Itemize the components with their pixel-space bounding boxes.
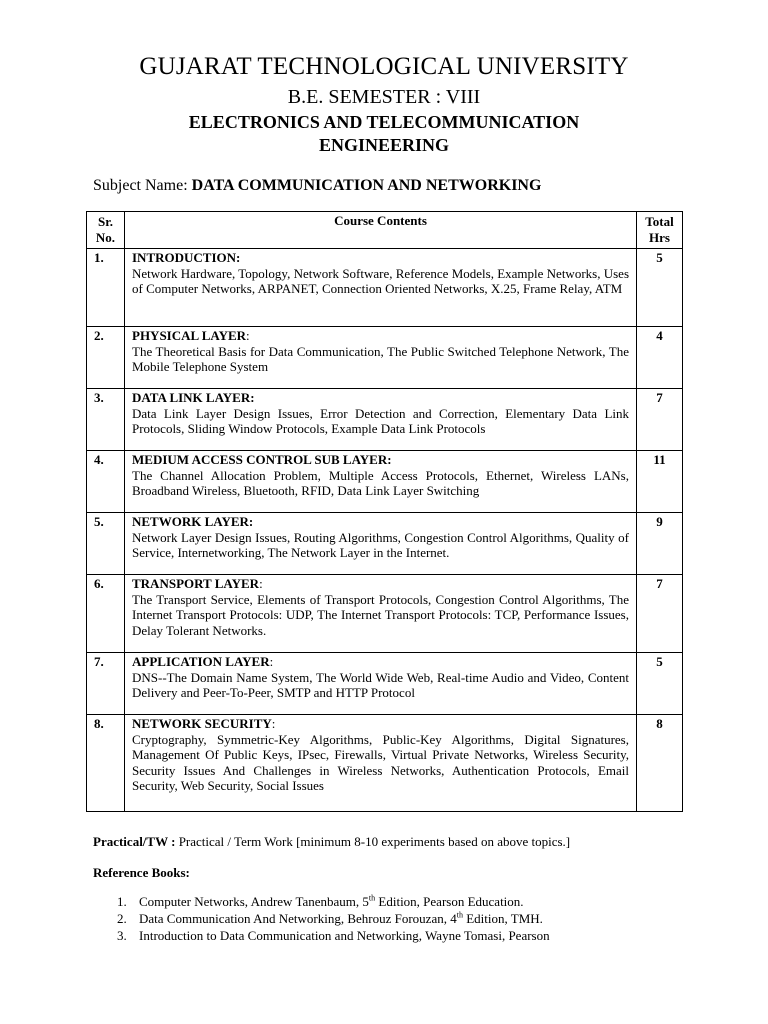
course-contents-table xyxy=(86,211,683,812)
semester-heading: B.E. SEMESTER : VIII xyxy=(287,86,481,108)
subject-name xyxy=(93,177,541,195)
university-title: GUJARAT TECHNOLOGICAL UNIVERSITY xyxy=(139,53,629,80)
reference-number: 3. xyxy=(117,928,127,943)
reference-text: Introduction to Data Communication and Networking, Wayne Tomasi, Pearson xyxy=(139,928,550,943)
table-row xyxy=(87,249,683,327)
row-details: The Theoretical Basis for Data Communication, The Public Switched Telephone Network, The Mobile Telephone System xyxy=(132,343,629,374)
row-topic-suffix: : xyxy=(259,576,263,591)
reference-item xyxy=(117,910,550,927)
table-header-row xyxy=(87,212,683,249)
practical-tw xyxy=(93,834,570,850)
row-topic: PHYSICAL LAYER xyxy=(132,328,247,343)
row-hours: 4 xyxy=(637,327,683,389)
row-details: DNS--The Domain Name System, The World Wide Web, Real-time Audio and Video, Content Delivery and Peer-To-Peer, SMTP and HTTP Protocol xyxy=(132,669,629,700)
row-topic: NETWORK SECURITY xyxy=(132,716,272,731)
reference-item xyxy=(117,893,550,910)
row-sr-no: 3. xyxy=(87,389,125,451)
row-topic-suffix: : xyxy=(269,654,274,669)
practical-text: Practical / Term Work [minimum 8-10 experiments based on above topics.] xyxy=(178,834,571,849)
reference-number: 1. xyxy=(117,894,127,909)
reference-text: Data Communication And Networking, Behrouz Forouzan, 4 xyxy=(139,911,457,926)
row-sr-no: 5. xyxy=(87,513,125,575)
row-sr-no: 4. xyxy=(87,451,125,513)
row-sr-no: 2. xyxy=(87,327,125,389)
header-sr-line2: No. xyxy=(95,230,116,245)
table-row xyxy=(87,575,683,653)
row-content xyxy=(125,327,637,389)
row-details: Data Link Layer Design Issues, Error Detection and Correction, Elementary Data Link Protocols, Sliding Window Protocols, Example Data Link Protocols xyxy=(132,405,629,436)
row-content xyxy=(125,575,637,653)
row-topic: APPLICATION LAYER xyxy=(132,654,270,669)
row-topic: TRANSPORT LAYER xyxy=(132,576,260,591)
header-total-hrs xyxy=(637,212,683,249)
row-content xyxy=(125,653,637,715)
row-details: Network Layer Design Issues, Routing Algorithms, Congestion Control Algorithms, Quality of Service, Internetworking, The Network Layer in the Internet. xyxy=(132,529,629,560)
table-row xyxy=(87,327,683,389)
row-details: Network Hardware, Topology, Network Software, Reference Models, Example Networks, Uses of Computer Networks, ARPANET, Connection Oriented Networks, X.25, Frame Relay, ATM xyxy=(132,265,629,296)
row-sr-no: 7. xyxy=(87,653,125,715)
row-hours: 5 xyxy=(637,653,683,715)
subject-label: Subject Name: xyxy=(93,177,192,194)
practical-label: Practical/TW : xyxy=(93,834,179,849)
row-hours: 5 xyxy=(637,249,683,327)
table-body xyxy=(87,249,683,812)
row-hours: 7 xyxy=(637,575,683,653)
row-hours: 11 xyxy=(637,451,683,513)
row-content xyxy=(125,389,637,451)
row-sr-no: 8. xyxy=(87,715,125,812)
row-details: The Transport Service, Elements of Transport Protocols, Congestion Control Algorithms, The Internet Transport Protocols: UDP, The Internet Transport Protocols: TCP, Performance Issues, Delay Tolerant Networks. xyxy=(132,591,629,638)
row-topic-suffix: : xyxy=(246,328,250,343)
row-hours: 7 xyxy=(637,389,683,451)
subject-title: DATA COMMUNICATION AND NETWORKING xyxy=(191,177,542,194)
reference-edition-suffix: th xyxy=(368,893,376,903)
row-topic: DATA LINK LAYER: xyxy=(132,390,255,405)
row-details: The Channel Allocation Problem, Multiple Access Protocols, Ethernet, Wireless LANs, Broadband Wireless, Bluetooth, RFID, Data Link Layer Switching xyxy=(132,467,629,498)
row-content xyxy=(125,451,637,513)
row-topic: INTRODUCTION: xyxy=(132,250,241,265)
table-row xyxy=(87,653,683,715)
branch-heading-line1: ELECTRONICS AND TELECOMMUNICATION xyxy=(188,112,580,132)
reference-books-list xyxy=(117,893,550,944)
branch-heading-line2: ENGINEERING xyxy=(318,135,450,155)
branch-heading xyxy=(0,111,768,157)
header-course-contents: Course Contents xyxy=(125,212,637,249)
table-row xyxy=(87,389,683,451)
row-content xyxy=(125,513,637,575)
table-row xyxy=(87,513,683,575)
header-hrs-line1: Total xyxy=(645,214,674,229)
reference-edition-suffix: th xyxy=(456,910,463,920)
row-sr-no: 1. xyxy=(87,249,125,327)
reference-text: Computer Networks, Andrew Tanenbaum, 5 xyxy=(139,894,369,909)
reference-item xyxy=(117,927,550,944)
row-content xyxy=(125,715,637,812)
reference-text-after: Edition, Pearson Education. xyxy=(375,894,524,909)
row-details: Cryptography, Symmetric-Key Algorithms, Public-Key Algorithms, Digital Signatures, Management Of Public Keys, IPsec, Firewalls, Virtual Private Networks, Wireless Security, Security Issues And Challenges in Wireless Networks, Authentication Protocols, Email Security, Web Security, Social Issues xyxy=(132,731,629,793)
row-topic-suffix: : xyxy=(271,716,276,731)
row-sr-no: 6. xyxy=(87,575,125,653)
table-row xyxy=(87,715,683,812)
table-row xyxy=(87,451,683,513)
row-hours: 8 xyxy=(637,715,683,812)
row-hours: 9 xyxy=(637,513,683,575)
row-content xyxy=(125,249,637,327)
header-hrs-line2: Hrs xyxy=(649,230,670,245)
row-topic: NETWORK LAYER: xyxy=(132,514,254,529)
header-sr-line1: Sr. xyxy=(97,214,114,229)
header-sr-no xyxy=(87,212,125,249)
row-topic: MEDIUM ACCESS CONTROL SUB LAYER: xyxy=(132,452,392,467)
reference-number: 2. xyxy=(117,911,127,926)
reference-books-heading: Reference Books: xyxy=(93,865,190,880)
reference-text-after: Edition, TMH. xyxy=(462,911,543,926)
